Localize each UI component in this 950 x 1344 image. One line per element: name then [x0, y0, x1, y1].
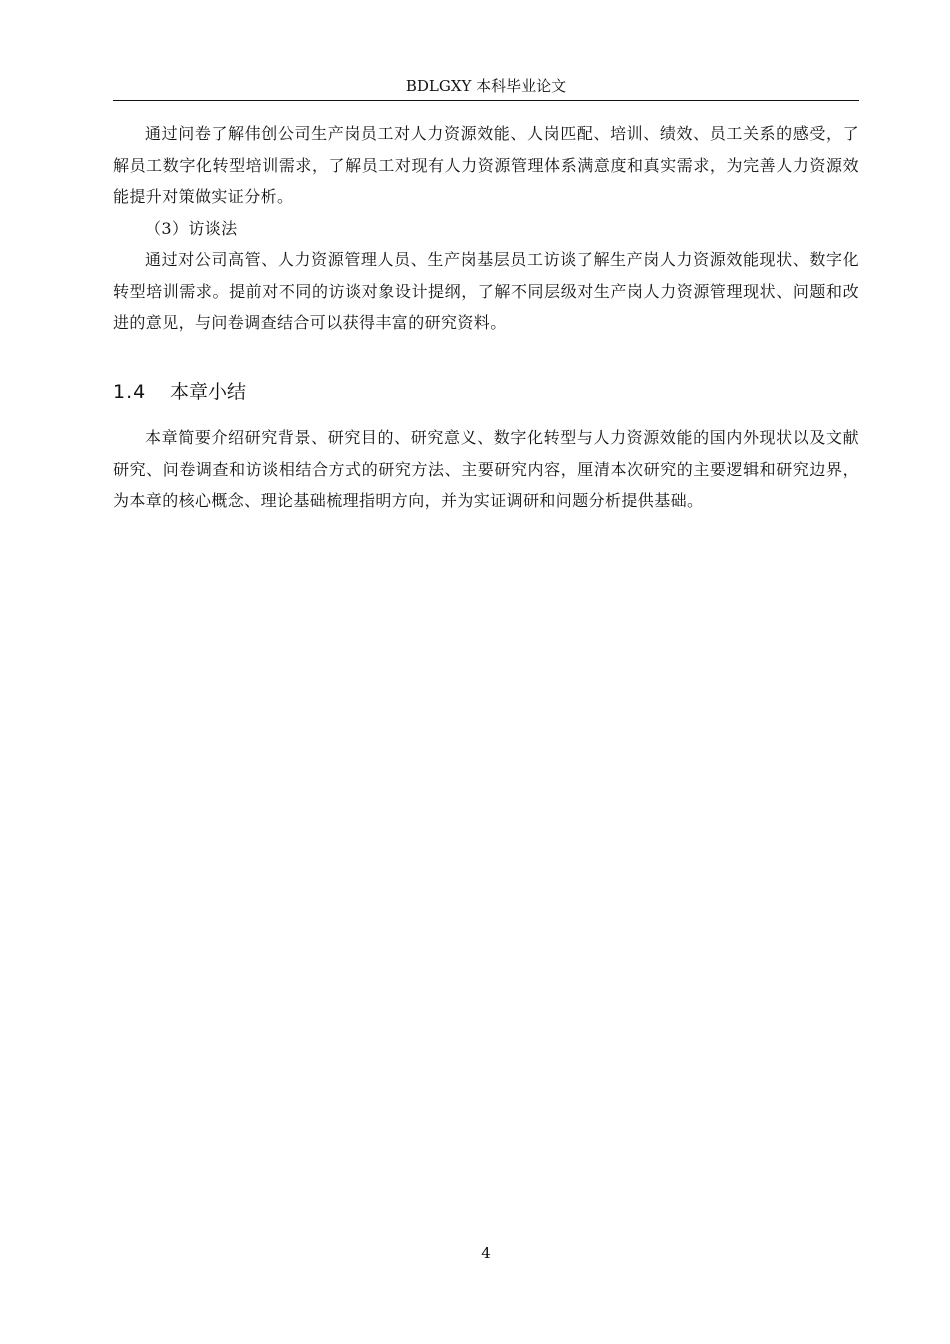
upper-body	[113, 118, 859, 339]
interview-method-label: （3）访谈法	[145, 218, 238, 238]
page-header: BDLGXY 本科毕业论文	[405, 77, 567, 95]
paragraph-summary: 本章简要介绍研究背景、研究目的、研究意义、数字化转型与人力资源效能的国内外现状以及文献研究、问卷调查和访谈相结合方式的研究方法、主要研究内容，厘清本次研究的主要逻辑和研究边界，为本章的核心概念、理论基础梳理指明方向，并为实证调研和问题分析提供基础。	[113, 428, 859, 510]
section-title: 本章小结	[170, 381, 247, 403]
page-number: 4	[481, 1244, 491, 1262]
paragraph-interview: 通过对公司高管、人力资源管理人员、生产岗基层员工访谈了解生产岗人力资源效能现状、数字化转型培训需求。提前对不同的访谈对象设计提纲，了解不同层级对生产岗人力资源管理现状、问题和改进的意见，与问卷调查结合可以获得丰富的研究资料。	[113, 250, 859, 332]
section-number: 1.4	[113, 381, 147, 403]
header-divider	[113, 100, 859, 101]
section-heading	[113, 378, 246, 406]
lower-body	[113, 422, 859, 517]
paragraph-survey: 通过问卷了解伟创公司生产岗员工对人力资源效能、人岗匹配、培训、绩效、员工关系的感受，了解员工数字化转型培训需求，了解员工对现有人力资源管理体系满意度和真实需求，为完善人力资源效能提升对策做实证分析。	[113, 124, 859, 206]
